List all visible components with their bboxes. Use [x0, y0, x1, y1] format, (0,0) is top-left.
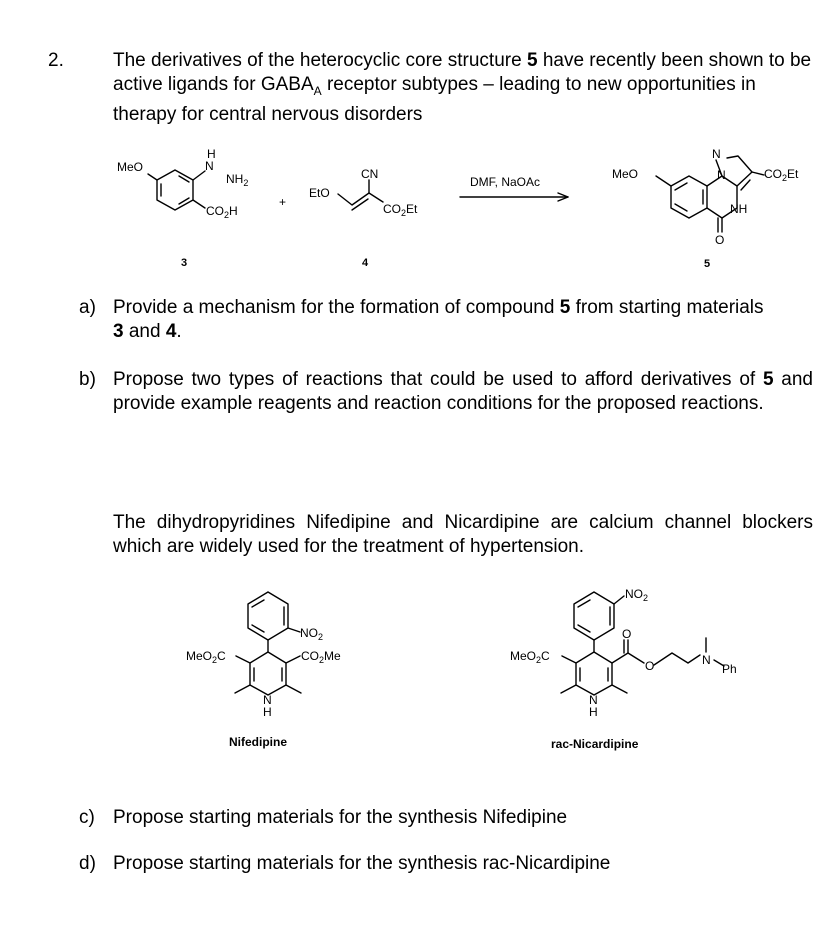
compound-5-ester: $CO_2Et$: [764, 167, 799, 183]
compound-3-h: H: [207, 147, 216, 161]
nicardipine-n: N: [589, 693, 598, 707]
part-a-label: a): [79, 297, 96, 318]
nifedipine-right-ester: $CO_2Me$: [301, 649, 341, 665]
plus-sign: +: [279, 195, 287, 209]
compound-5-label: 5: [704, 258, 711, 270]
nicardipine-structure: [561, 592, 724, 695]
compound-5-n-top: N: [712, 147, 721, 161]
question-intro: The derivatives of the heterocyclic core structure 5 have recently been shown to be active ligands for $GABA_A$ receptor subtypes – leading to new opportunities in therapy for central nervous disorders: [113, 50, 812, 125]
part-c: [79, 806, 814, 832]
compound-3-meo: MeO: [117, 160, 144, 174]
nifedipine-name: Nifedipine: [229, 735, 288, 749]
part-b: [79, 368, 814, 443]
compound-ref-5: 5: [526, 50, 538, 71]
compound-4-eto: EtO: [309, 186, 330, 200]
nifedipine-n: N: [263, 693, 272, 707]
nifedipine-structure: [235, 592, 301, 695]
part-d-label: d): [79, 853, 96, 874]
nicardipine-h: H: [589, 705, 598, 719]
compound-5-meo: MeO: [612, 167, 639, 181]
reaction-arrow: [460, 193, 568, 201]
part-b-text: Propose two types of reactions that could be used to afford derivatives of 5 and provide example reagents and reaction conditions for the proposed reactions.: [113, 369, 813, 414]
nicardipine-ph: Ph: [722, 662, 737, 676]
nicardipine-name: rac-Nicardipine: [551, 737, 639, 751]
compound-5-o: O: [715, 233, 725, 247]
compound-5-nh: NH: [730, 202, 748, 216]
compound-4-structure: [338, 180, 383, 210]
gaba-subscript: A: [313, 83, 322, 98]
nicardipine-left-ester: MeO$_2$C: [510, 649, 550, 665]
compound-5-structure: [656, 156, 764, 232]
compound-4-cn: CN: [361, 167, 379, 181]
nicardipine-no2: $NO_2$: [625, 587, 649, 603]
part-a-text: Provide a mechanism for the formation of compound 5 from starting materials 3 and 4.: [113, 297, 764, 342]
compound-5-n-ring: N: [717, 168, 726, 182]
nicardipine-amine-n: N: [702, 653, 711, 667]
part-b-label: b): [79, 369, 96, 390]
nifedipine-no2: $NO_2$: [300, 626, 324, 642]
part-c-text: Propose starting materials for the synthesis Nifedipine: [113, 807, 568, 828]
compound-3-n: N: [205, 159, 214, 173]
compound-4-label: 4: [362, 257, 369, 269]
part-c-label: c): [79, 807, 95, 828]
compound-3-co2h: $CO_2H$: [206, 204, 238, 220]
compound-3-structure: [148, 170, 205, 210]
nicardipine-ether-o: O: [645, 659, 655, 673]
part-a: [79, 296, 814, 346]
compound-4-ester: $CO_2Et$: [383, 202, 418, 218]
nifedipine-h: H: [263, 705, 272, 719]
nifedipine-left-ester: MeO$_2$C: [186, 649, 226, 665]
nicardipine-carbonyl-o: O: [622, 627, 632, 641]
part-d: [79, 852, 814, 878]
reaction-conditions: DMF, NaOAc: [470, 175, 541, 189]
question-number: 2.: [48, 50, 64, 71]
dhp-intro: The dihydropyridines Nifedipine and Nicardipine are calcium channel blockers which are widely used for the treatment of hypertension.: [113, 512, 813, 557]
compound-3-nh2: $NH_2$: [226, 172, 249, 188]
compound-3-label: 3: [181, 257, 188, 269]
part-d-text: Propose starting materials for the synthesis rac-Nicardipine: [113, 853, 611, 874]
